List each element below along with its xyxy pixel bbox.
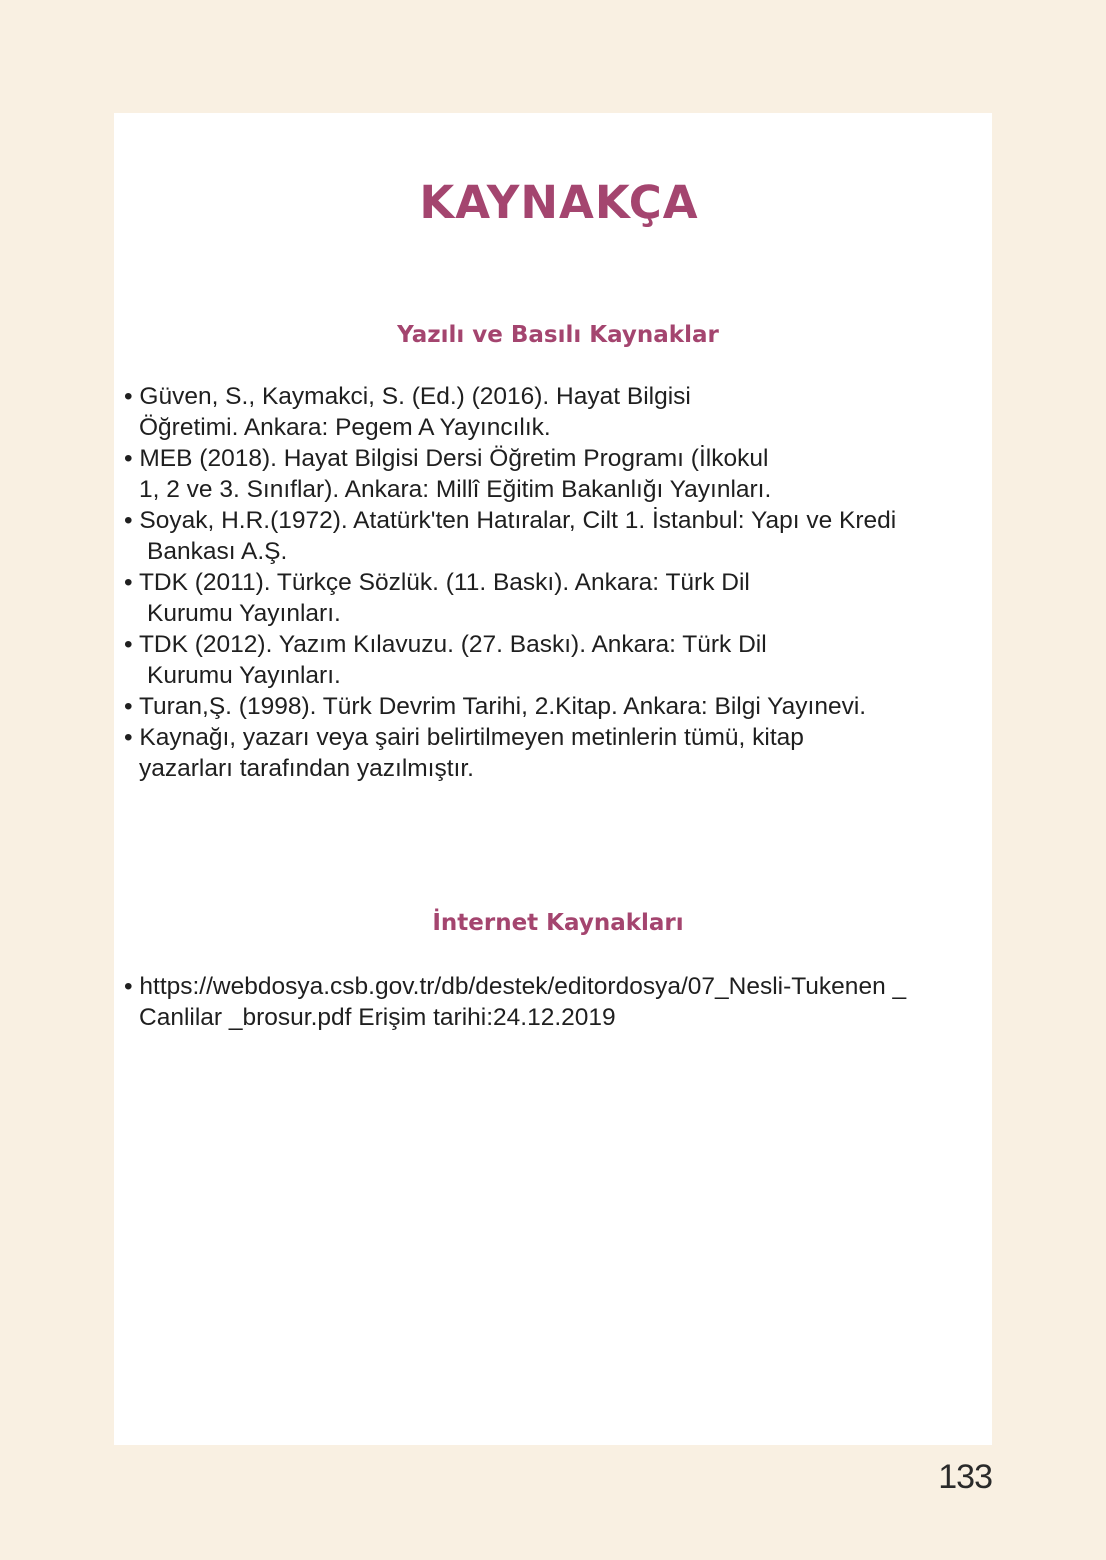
page-title: KAYNAKÇA [419,176,699,229]
reference-item [124,443,974,505]
reference-line: • Turan,Ş. (1998). Türk Devrim Tarihi, 2.Kitap. Ankara: Bilgi Yayınevi. [124,693,867,720]
reference-continuation: 1, 2 ve 3. Sınıflar). Ankara: Millî Eğitim Bakanlığı Yayınları. [139,476,772,503]
reference-line: • TDK (2012). Yazım Kılavuzu. (27. Baskı). Ankara: Türk Dil [124,631,767,658]
printed-sources-list [124,381,974,784]
reference-link: • https://webdosya.csb.gov.tr/db/destek/editordosya/07_Nesli-Tukenen _ [124,973,907,1000]
reference-item [124,629,974,691]
page-number: 133 [938,1458,992,1496]
reference-item [124,691,974,722]
internet-sources-list [124,971,974,1033]
section-heading-internet-sources: İnternet Kaynakları [432,910,684,936]
reference-item [124,381,974,443]
reference-item [124,722,974,784]
reference-continuation: Kurumu Yayınları. [147,662,341,689]
reference-line: • TDK (2011). Türkçe Sözlük. (11. Baskı). Ankara: Türk Dil [124,569,750,596]
reference-continuation: Öğretimi. Ankara: Pegem A Yayıncılık. [139,414,551,441]
reference-line: • MEB (2018). Hayat Bilgisi Dersi Öğretim Programı (İlkokul [124,445,769,472]
reference-continuation: Kurumu Yayınları. [147,600,341,627]
reference-continuation: yazarları tarafından yazılmıştır. [139,755,474,782]
reference-item [124,971,974,1033]
reference-line: • Güven, S., Kaymakci, S. (Ed.) (2016). Hayat Bilgisi [124,383,691,410]
reference-line: • Kaynağı, yazarı veya şairi belirtilmeyen metinlerin tümü, kitap [124,724,804,751]
section-heading-printed-sources: Yazılı ve Basılı Kaynaklar [397,322,719,348]
reference-continuation: Canlilar _brosur.pdf Erişim tarihi:24.12.2019 [139,1004,616,1031]
reference-continuation: Bankası A.Ş. [147,538,288,565]
reference-item [124,505,974,567]
reference-line: • Soyak, H.R.(1972). Atatürk'ten Hatıralar, Cilt 1. İstanbul: Yapı ve Kredi [124,507,897,534]
reference-item [124,567,974,629]
